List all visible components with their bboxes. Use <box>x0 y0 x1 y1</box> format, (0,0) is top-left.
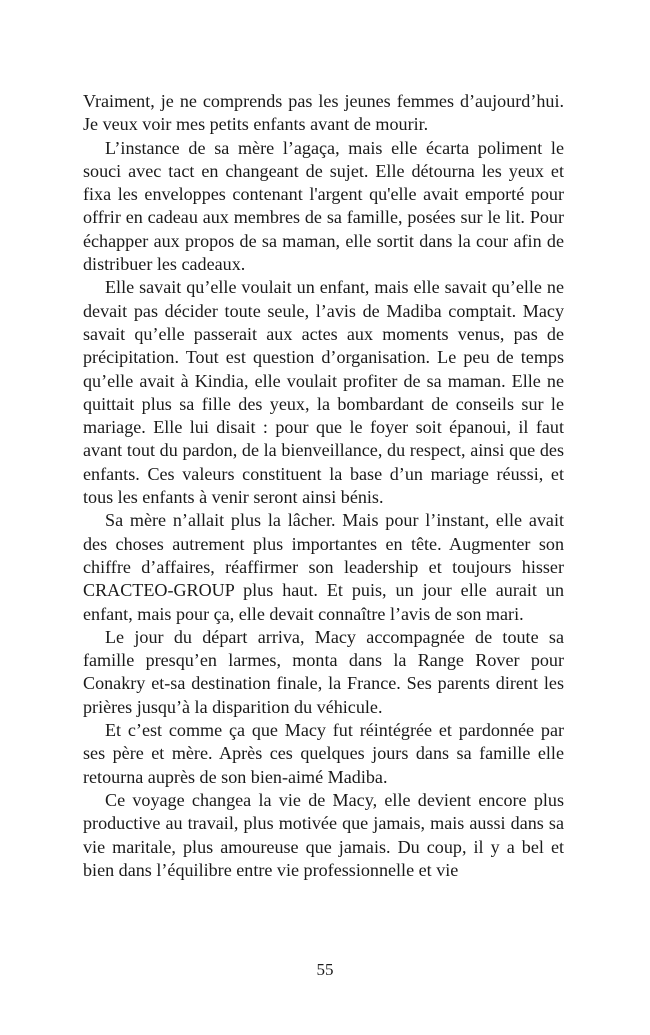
page-number: 55 <box>316 960 334 979</box>
paragraph-1: Vraiment, je ne comprends pas les jeunes femmes d’aujourd’hui. Je veux voir mes petits enfants avant de mourir. <box>83 91 564 135</box>
paragraph-5: Le jour du départ arriva, Macy accompagnée de toute sa famille presqu’en larmes, monta dans la Range Rover pour Conakry et-sa destination finale, la France. Ses parents dirent les prières jusqu’à la disparition du véhicule. <box>83 626 564 717</box>
body-text <box>83 90 564 882</box>
paragraph-7: Ce voyage changea la vie de Macy, elle devient encore plus productive au travail, plus motivée que jamais, mais aussi dans sa vie maritale, plus amoureuse que jamais. Du coup, il y a bel et bien dans l’équilibre entre vie professionnelle et vie <box>83 789 564 880</box>
paragraph-3: Elle savait qu’elle voulait un enfant, mais elle savait qu’elle ne devait pas décider toute seule, l’avis de Madiba comptait. Macy savait qu’elle passerait aux actes aux moments venus, pas de précipitation. Tout est question d’organisation. Le peu de temps qu’elle avait à Kindia, elle voulait profiter de sa maman. Elle ne quittait plus sa fille des yeux, la bombardant de conseils sur le mariage. Elle lui disait : pour que le foyer soit épanoui, il faut avant tout du pardon, de la bienveillance, du respect, ainsi que des enfants. Ces valeurs constituent la base d’un mariage réussi, et tous les enfants à venir seront ainsi bénis. <box>83 277 564 508</box>
paragraph-4: Sa mère n’allait plus la lâcher. Mais pour l’instant, elle avait des choses autrement plus importantes en tête. Augmenter son chiffre d’affaires, réaffirmer son leadership et toujours hisser CRACTEO-GROUP plus haut. Et puis, un jour elle aurait un enfant, mais pour ça, elle devait connaître l’avis de son mari. <box>83 510 564 624</box>
paragraph-2: L’instance de sa mère l’agaça, mais elle écarta poliment le souci avec tact en changeant de sujet. Elle détourna les yeux et fixa les enveloppes contenant l'argent qu'elle avait emporté pour offrir en cadeau aux membres de sa famille, posées sur le lit. Pour échapper aux propos de sa maman, elle sortit dans la cour afin de distribuer les cadeaux. <box>83 137 564 275</box>
paragraph-6: Et c’est comme ça que Macy fut réintégrée et pardonnée par ses père et mère. Après ces quelques jours dans sa famille elle retourna auprès de son bien-aimé Madiba. <box>83 720 564 787</box>
